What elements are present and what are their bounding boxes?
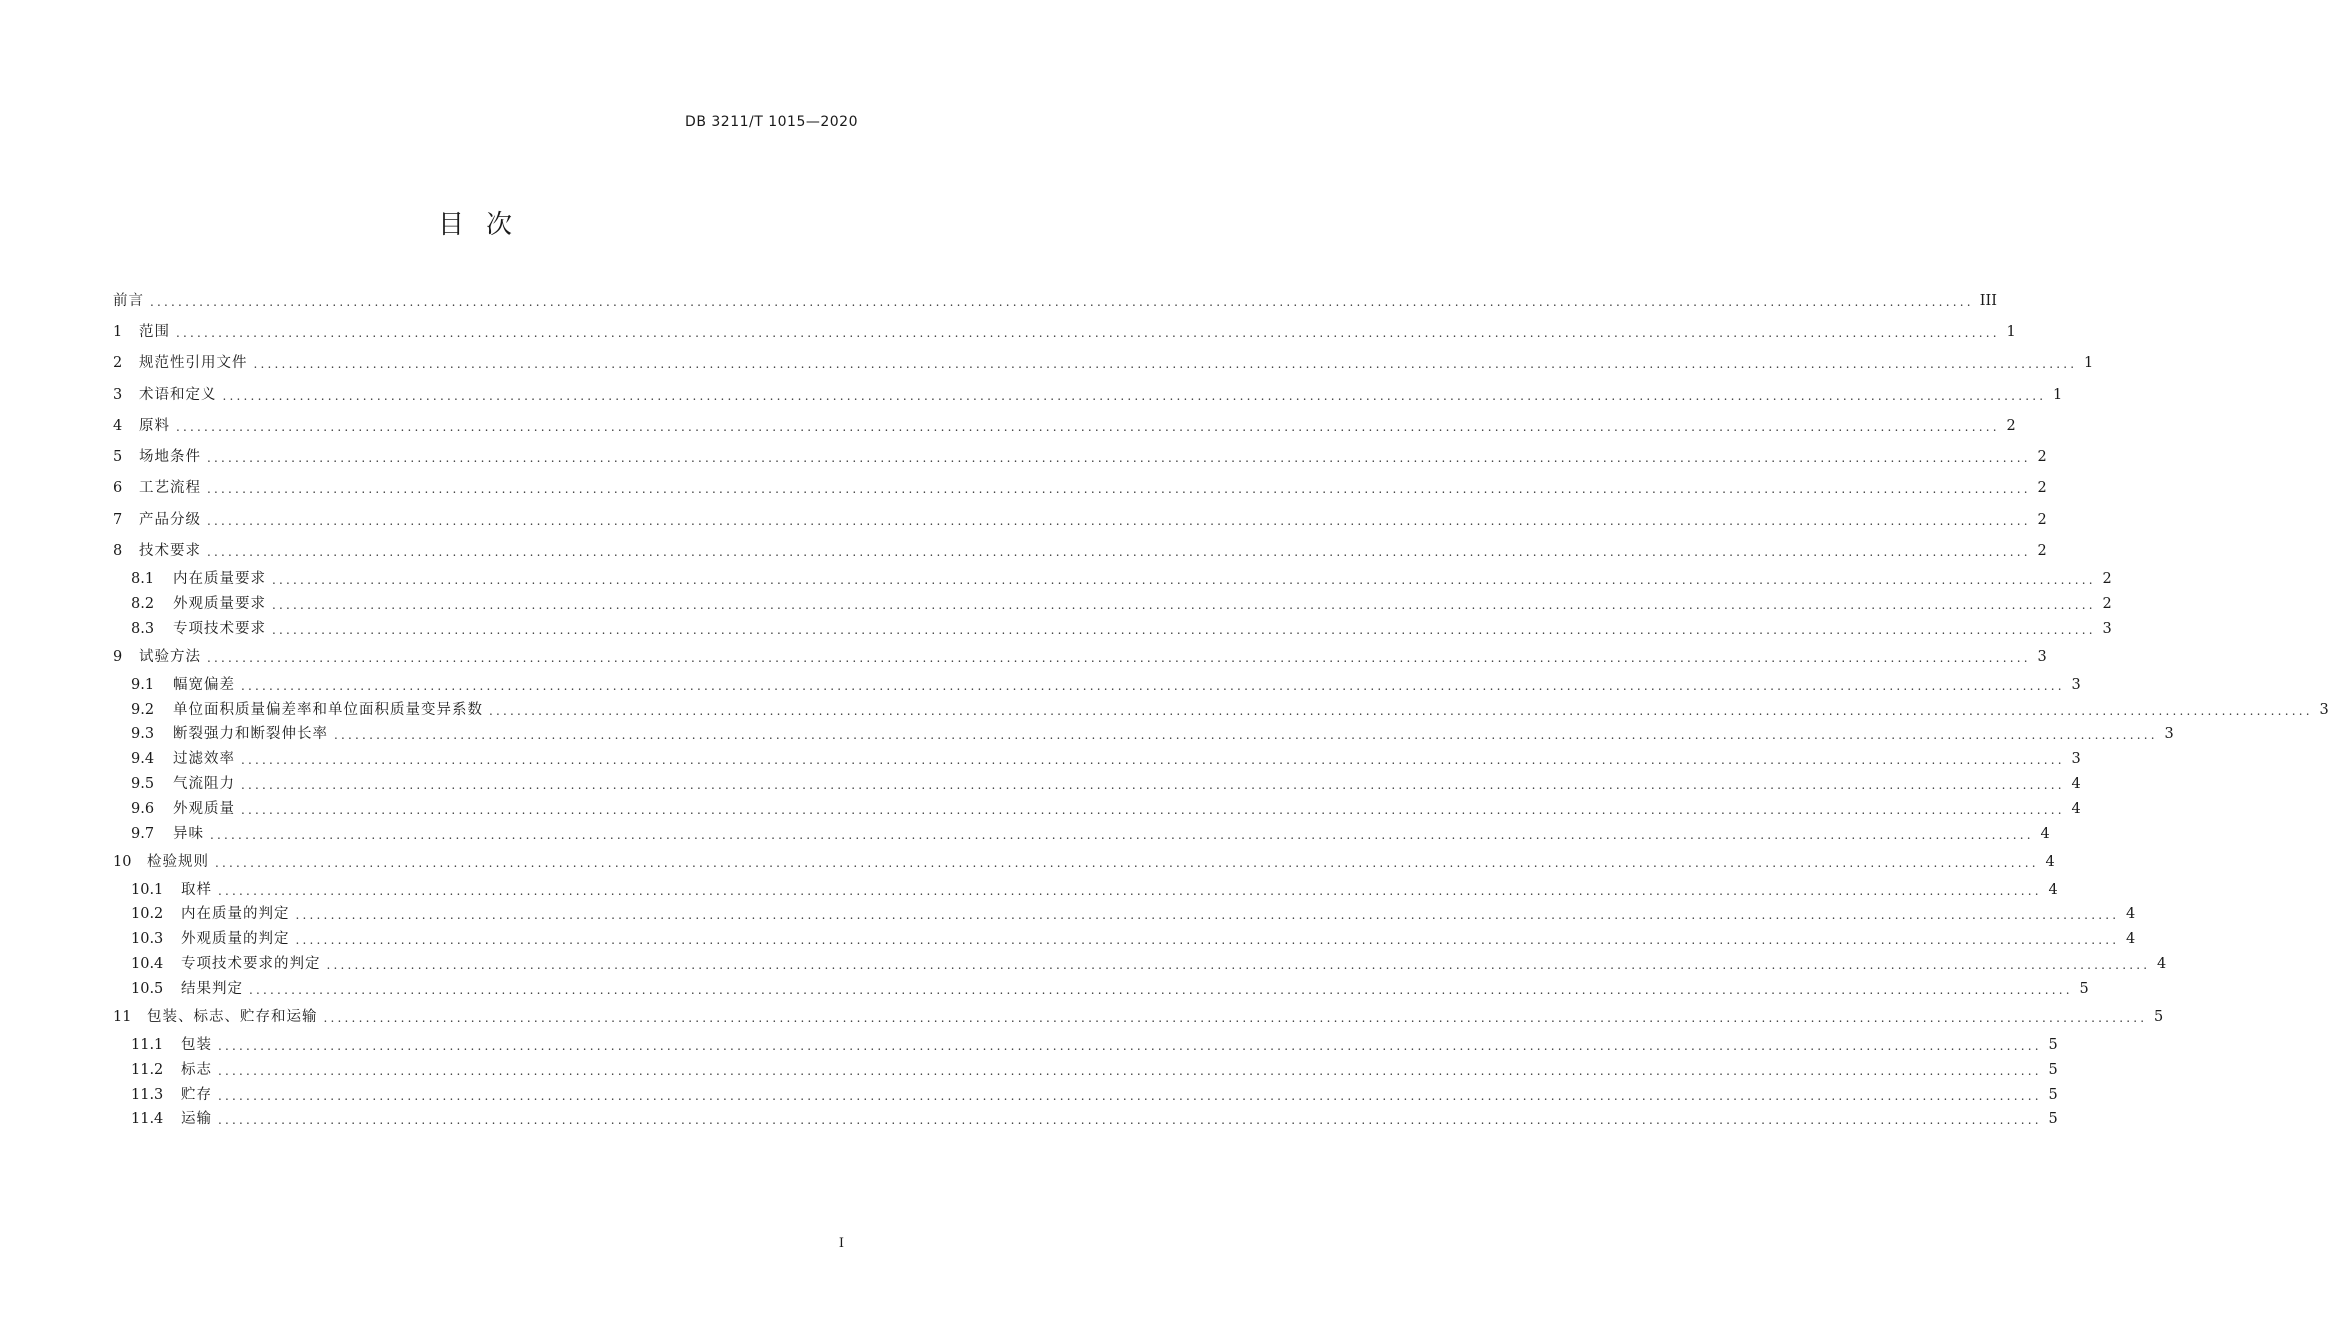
toc-leader-dots: .................................................................................................................................................................................................................................................................... <box>207 545 2031 560</box>
toc-entry-page: 2 <box>2102 595 2112 612</box>
page-title: 目次 <box>437 210 534 240</box>
toc-leader-dots: .................................................................................................................................................................................................................................................................... <box>176 419 2000 434</box>
toc-leader-dots: .................................................................................................................................................................................................................................................................... <box>215 855 2039 870</box>
toc-leader-dots: .................................................................................................................................................................................................................................................................... <box>176 325 2000 340</box>
toc-entry[interactable] <box>113 976 2089 1001</box>
toc-entry-page: 4 <box>2157 956 2167 973</box>
toc-entry-number: 11.1 <box>131 1036 164 1053</box>
toc-entry-label: 技术要求 <box>139 543 201 560</box>
toc-entry-page: 3 <box>2037 648 2047 665</box>
toc-entry-page: 5 <box>2079 980 2089 997</box>
toc-entry-number: 5 <box>113 449 123 466</box>
toc-entry-label: 异味 <box>173 825 204 842</box>
toc-entry-number: 10.2 <box>131 906 164 923</box>
toc-entry-label: 前言 <box>113 292 144 309</box>
toc-entry-number: 10.1 <box>131 881 164 898</box>
toc-leader-dots: .................................................................................................................................................................................................................................................................... <box>210 827 2034 842</box>
toc-leader-dots: .................................................................................................................................................................................................................................................................... <box>218 1063 2042 1078</box>
toc-entry-page: 2 <box>2102 571 2112 588</box>
table-of-contents <box>113 285 2329 1132</box>
toc-entry-page: 3 <box>2319 701 2329 718</box>
toc-leader-dots: .................................................................................................................................................................................................................................................................... <box>218 1088 2042 1103</box>
toc-entry-page: 4 <box>2126 931 2136 948</box>
toc-entry-label: 贮存 <box>181 1086 212 1103</box>
toc-entry-number: 9.6 <box>131 800 155 817</box>
toc-leader-dots: .................................................................................................................................................................................................................................................................... <box>222 388 2047 403</box>
toc-entry-label: 结果判定 <box>181 980 243 997</box>
toc-leader-dots: .................................................................................................................................................................................................................................................................... <box>207 513 2031 528</box>
toc-entry-number: 8.2 <box>131 595 155 612</box>
toc-leader-dots: .................................................................................................................................................................................................................................................................... <box>241 678 2065 693</box>
toc-entry-page: 5 <box>2154 1008 2164 1025</box>
toc-entry[interactable] <box>113 316 2016 347</box>
toc-leader-dots: .................................................................................................................................................................................................................................................................... <box>295 933 2120 948</box>
toc-leader-dots: .................................................................................................................................................................................................................................................................... <box>241 802 2065 817</box>
toc-entry-label: 产品分级 <box>139 511 201 528</box>
toc-entry-label: 外观质量的判定 <box>181 931 290 948</box>
toc-entry-number: 11.2 <box>131 1061 164 1078</box>
toc-entry-label: 单位面积质量偏差率和单位面积质量变异系数 <box>173 701 483 718</box>
toc-entry-label: 断裂强力和断裂伸长率 <box>173 726 328 743</box>
toc-entry[interactable] <box>113 591 2112 616</box>
toc-entry-page: 3 <box>2071 751 2081 768</box>
toc-entry[interactable] <box>113 567 2112 592</box>
toc-entry[interactable] <box>113 473 2047 504</box>
toc-leader-dots: .................................................................................................................................................................................................................................................................... <box>218 1038 2042 1053</box>
toc-entry-label: 原料 <box>139 417 170 434</box>
toc-entry-label: 内在质量要求 <box>173 571 266 588</box>
toc-entry[interactable] <box>113 1033 2058 1058</box>
toc-entry[interactable] <box>113 697 2329 722</box>
toc-leader-dots: .................................................................................................................................................................................................................................................................... <box>489 703 2313 718</box>
toc-entry[interactable] <box>113 285 1997 316</box>
toc-entry-number: 9.2 <box>131 701 155 718</box>
toc-entry-number: 9.7 <box>131 825 155 842</box>
toc-leader-dots: .................................................................................................................................................................................................................................................................... <box>272 622 2096 637</box>
toc-entry-page: 4 <box>2126 906 2136 923</box>
toc-entry-number: 6 <box>113 480 123 497</box>
toc-entry[interactable] <box>113 796 2081 821</box>
toc-entry-number: 10.4 <box>131 956 164 973</box>
toc-entry-page: 4 <box>2071 800 2081 817</box>
toc-leader-dots: .................................................................................................................................................................................................................................................................... <box>207 482 2031 497</box>
toc-entry[interactable] <box>113 348 2094 379</box>
toc-leader-dots: .................................................................................................................................................................................................................................................................... <box>323 1010 2148 1025</box>
toc-entry-label: 标志 <box>181 1061 212 1078</box>
toc-entry-label: 取样 <box>181 881 212 898</box>
toc-entry-label: 专项技术要求 <box>173 620 266 637</box>
toc-leader-dots: .................................................................................................................................................................................................................................................................... <box>249 982 2073 997</box>
toc-entry[interactable] <box>113 441 2047 472</box>
toc-entry[interactable] <box>113 927 2136 952</box>
toc-entry[interactable] <box>113 1107 2058 1132</box>
toc-leader-dots: .................................................................................................................................................................................................................................................................... <box>207 650 2031 665</box>
toc-entry-number: 9.1 <box>131 676 155 693</box>
toc-entry[interactable] <box>113 672 2081 697</box>
toc-leader-dots: .................................................................................................................................................................................................................................................................... <box>218 883 2042 898</box>
toc-entry-number: 3 <box>113 386 123 403</box>
toc-entry-number: 8.3 <box>131 620 155 637</box>
toc-entry-page: 3 <box>2071 676 2081 693</box>
toc-entry-label: 工艺流程 <box>139 480 201 497</box>
toc-entry[interactable] <box>113 722 2174 747</box>
toc-entry-number: 2 <box>113 355 123 372</box>
toc-entry[interactable] <box>113 504 2047 535</box>
toc-entry-label: 范围 <box>139 323 170 340</box>
toc-entry-label: 场地条件 <box>139 449 201 466</box>
toc-entry-page: 4 <box>2040 825 2050 842</box>
page-number: I <box>838 1236 844 1251</box>
toc-entry-number: 4 <box>113 417 123 434</box>
toc-leader-dots: .................................................................................................................................................................................................................................................................... <box>241 753 2065 768</box>
toc-entry-label: 运输 <box>181 1111 212 1128</box>
toc-leader-dots: .................................................................................................................................................................................................................................................................... <box>326 958 2151 973</box>
toc-entry-page: 4 <box>2048 881 2058 898</box>
toc-entry-label: 气流阻力 <box>173 775 235 792</box>
toc-entry[interactable] <box>113 772 2081 797</box>
toc-entry[interactable] <box>113 410 2016 441</box>
toc-leader-dots: .................................................................................................................................................................................................................................................................... <box>150 294 1974 309</box>
toc-entry-page: 5 <box>2048 1111 2058 1128</box>
toc-leader-dots: .................................................................................................................................................................................................................................................................... <box>253 357 2078 372</box>
toc-entry-label: 过滤效率 <box>173 751 235 768</box>
toc-entry-number: 10 <box>113 853 132 870</box>
toc-entry-label: 术语和定义 <box>139 386 217 403</box>
toc-entry-label: 包装 <box>181 1036 212 1053</box>
toc-entry-page: 2 <box>2037 449 2047 466</box>
toc-entry-page: 2 <box>2037 543 2047 560</box>
toc-entry-page: 4 <box>2071 775 2081 792</box>
toc-entry[interactable] <box>113 379 2063 410</box>
toc-entry-page: 4 <box>2045 853 2055 870</box>
toc-entry-label: 内在质量的判定 <box>181 906 290 923</box>
toc-entry-number: 11.4 <box>131 1111 164 1128</box>
toc-entry[interactable] <box>113 1057 2058 1082</box>
toc-entry-number: 7 <box>113 511 123 528</box>
toc-entry-page: 5 <box>2048 1036 2058 1053</box>
toc-entry-number: 11.3 <box>131 1086 164 1103</box>
toc-entry-page: 1 <box>2053 386 2063 403</box>
toc-entry-number: 10.3 <box>131 931 164 948</box>
toc-leader-dots: .................................................................................................................................................................................................................................................................... <box>218 1113 2042 1128</box>
toc-entry-label: 试验方法 <box>139 648 201 665</box>
toc-entry-label: 外观质量要求 <box>173 595 266 612</box>
toc-leader-dots: .................................................................................................................................................................................................................................................................... <box>241 777 2065 792</box>
toc-leader-dots: .................................................................................................................................................................................................................................................................... <box>295 908 2120 923</box>
toc-entry-number: 9.4 <box>131 751 155 768</box>
toc-entry-label: 规范性引用文件 <box>139 355 248 372</box>
toc-entry-label: 专项技术要求的判定 <box>181 956 321 973</box>
toc-entry-label: 外观质量 <box>173 800 235 817</box>
toc-entry[interactable] <box>113 1001 2164 1032</box>
toc-entry-number: 11 <box>113 1008 132 1025</box>
toc-entry-page: 1 <box>2006 323 2016 340</box>
toc-entry-page: III <box>1979 292 1997 309</box>
toc-entry[interactable] <box>113 535 2047 566</box>
toc-leader-dots: .................................................................................................................................................................................................................................................................... <box>272 573 2096 588</box>
toc-leader-dots: .................................................................................................................................................................................................................................................................... <box>272 597 2096 612</box>
toc-entry-number: 9.3 <box>131 726 155 743</box>
toc-entry-number: 8.1 <box>131 571 155 588</box>
toc-entry[interactable] <box>113 1082 2058 1107</box>
toc-entry[interactable] <box>113 846 2055 877</box>
toc-entry-page: 2 <box>2006 417 2016 434</box>
toc-entry-page: 2 <box>2037 480 2047 497</box>
toc-entry-number: 9 <box>113 648 123 665</box>
toc-leader-dots: .................................................................................................................................................................................................................................................................... <box>207 451 2031 466</box>
toc-entry-number: 10.5 <box>131 980 164 997</box>
toc-entry-label: 包装、标志、贮存和运输 <box>147 1008 318 1025</box>
document-number: DB 3211/T 1015—2020 <box>685 114 858 130</box>
toc-entry-page: 5 <box>2048 1061 2058 1078</box>
toc-entry-number: 1 <box>113 323 123 340</box>
toc-entry[interactable] <box>113 616 2112 641</box>
toc-entry-page: 1 <box>2084 355 2094 372</box>
toc-entry-label: 幅宽偏差 <box>173 676 235 693</box>
toc-entry-page: 2 <box>2037 511 2047 528</box>
toc-entry-page: 3 <box>2164 726 2174 743</box>
toc-entry[interactable] <box>113 747 2081 772</box>
toc-entry[interactable] <box>113 902 2136 927</box>
toc-entry-page: 3 <box>2102 620 2112 637</box>
toc-entry[interactable] <box>113 641 2047 672</box>
toc-entry[interactable] <box>113 877 2058 902</box>
toc-entry-number: 9.5 <box>131 775 155 792</box>
toc-entry-number: 8 <box>113 543 123 560</box>
toc-entry[interactable] <box>113 952 2167 977</box>
toc-entry[interactable] <box>113 821 2050 846</box>
toc-entry-label: 检验规则 <box>147 853 209 870</box>
toc-leader-dots: .................................................................................................................................................................................................................................................................... <box>334 728 2158 743</box>
toc-entry-page: 5 <box>2048 1086 2058 1103</box>
